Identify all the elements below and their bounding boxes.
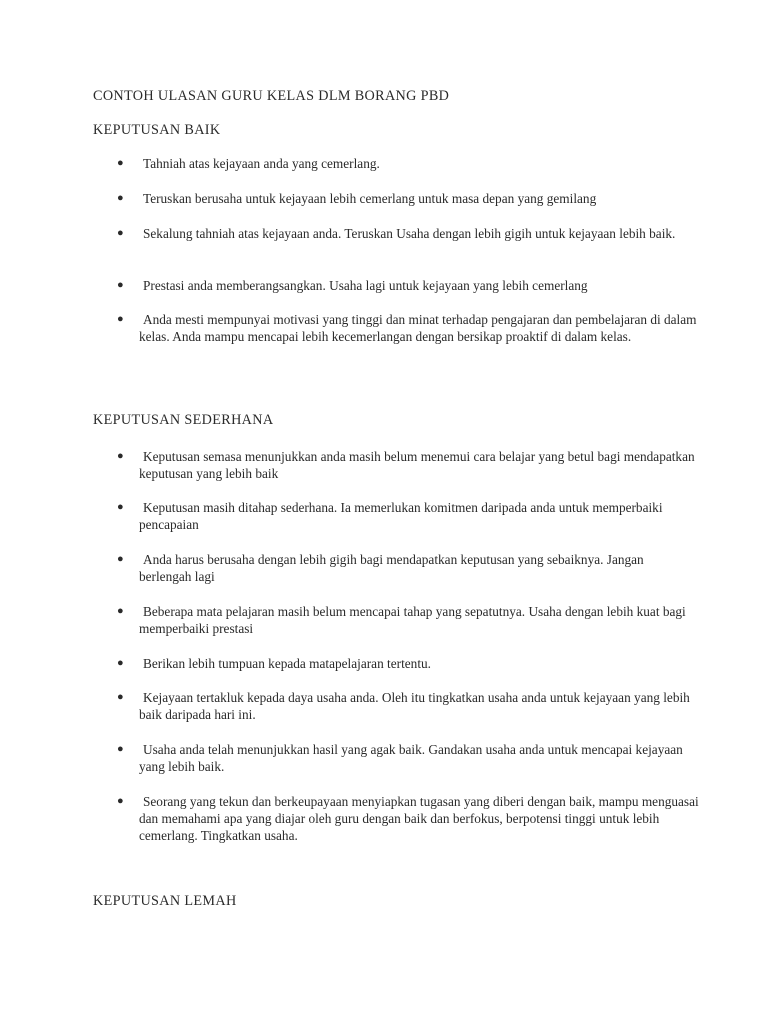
list-item-text: Beberapa mata pelajaran masih belum mencapai tahap yang sepatutnya. Usaha dengan lebih kuat bagi memperbaiki prestasi [139,604,686,636]
list-item-text: Keputusan masih ditahap sederhana. Ia memerlukan komitmen daripada anda untuk memperbaiki pencapaian [139,500,663,532]
list-item-text: Usaha anda telah menunjukkan hasil yang agak baik. Gandakan usaha anda untuk mencapai kejayaan yang lebih baik. [139,742,683,774]
list-item-text: Tahniah atas kejayaan anda yang cemerlang. [143,156,380,171]
list-item [117,448,699,482]
section-heading-baik: KEPUTUSAN BAIK [93,122,221,138]
section-heading-lemah: KEPUTUSAN LEMAH [93,893,237,909]
list-item [117,499,699,533]
list-item [117,155,699,172]
bullet-icon: ● [117,691,124,703]
list-item [117,603,699,637]
list-item [117,225,699,242]
list-item-text: Prestasi anda memberangsangkan. Usaha lagi untuk kejayaan yang lebih cemerlang [143,278,588,293]
bullet-icon: ● [117,657,124,669]
list-item [117,741,699,775]
list-item [117,277,699,294]
bullet-icon: ● [117,795,124,807]
list-item [117,793,699,844]
list-item-text: Seorang yang tekun dan berkeupayaan menyiapkan tugasan yang diberi dengan baik, mampu menguasai dan memahami apa yang diajar oleh guru dengan baik dan berfokus, berpotensi tinggi untuk lebih cemerlang. Tingkatkan usaha. [139,794,699,843]
bullet-icon: ● [117,192,124,204]
list-item [117,655,699,672]
bullet-icon: ● [117,227,124,239]
list-item-text: Teruskan berusaha untuk kejayaan lebih cemerlang untuk masa depan yang gemilang [143,191,597,206]
document-title: CONTOH ULASAN GURU KELAS DLM BORANG PBD [93,88,450,104]
section-heading-sederhana: KEPUTUSAN SEDERHANA [93,412,274,428]
list-item-text: Anda harus berusaha dengan lebih gigih bagi mendapatkan keputusan yang sebaiknya. Jangan berlengah lagi [139,552,644,584]
list-item [117,311,699,345]
list-item-text: Sekalung tahniah atas kejayaan anda. Teruskan Usaha dengan lebih gigih untuk kejayaan lebih baik. [143,226,676,241]
bullet-icon: ● [117,501,124,513]
list-item [117,551,699,585]
list-item [117,190,699,207]
list-item-text: Kejayaan tertakluk kepada daya usaha anda. Oleh itu tingkatkan usaha anda untuk kejayaan yang lebih baik daripada hari ini. [139,690,690,722]
bullet-icon: ● [117,553,124,565]
bullet-icon: ● [117,743,124,755]
bullet-icon: ● [117,605,124,617]
list-item-text: Anda mesti mempunyai motivasi yang tinggi dan minat terhadap pengajaran dan pembelajaran di dalam kelas. Anda mampu mencapai lebih kecemerlangan dengan bersikap proaktif di dalam kelas. [139,312,697,344]
list-item [117,689,699,723]
bullet-icon: ● [117,450,124,462]
bullet-icon: ● [117,313,124,325]
list-item-text: Berikan lebih tumpuan kepada matapelajaran tertentu. [143,656,431,671]
bullet-icon: ● [117,279,124,291]
bullet-icon: ● [117,157,124,169]
list-item-text: Keputusan semasa menunjukkan anda masih belum menemui cara belajar yang betul bagi mendapatkan keputusan yang lebih baik [139,449,695,481]
